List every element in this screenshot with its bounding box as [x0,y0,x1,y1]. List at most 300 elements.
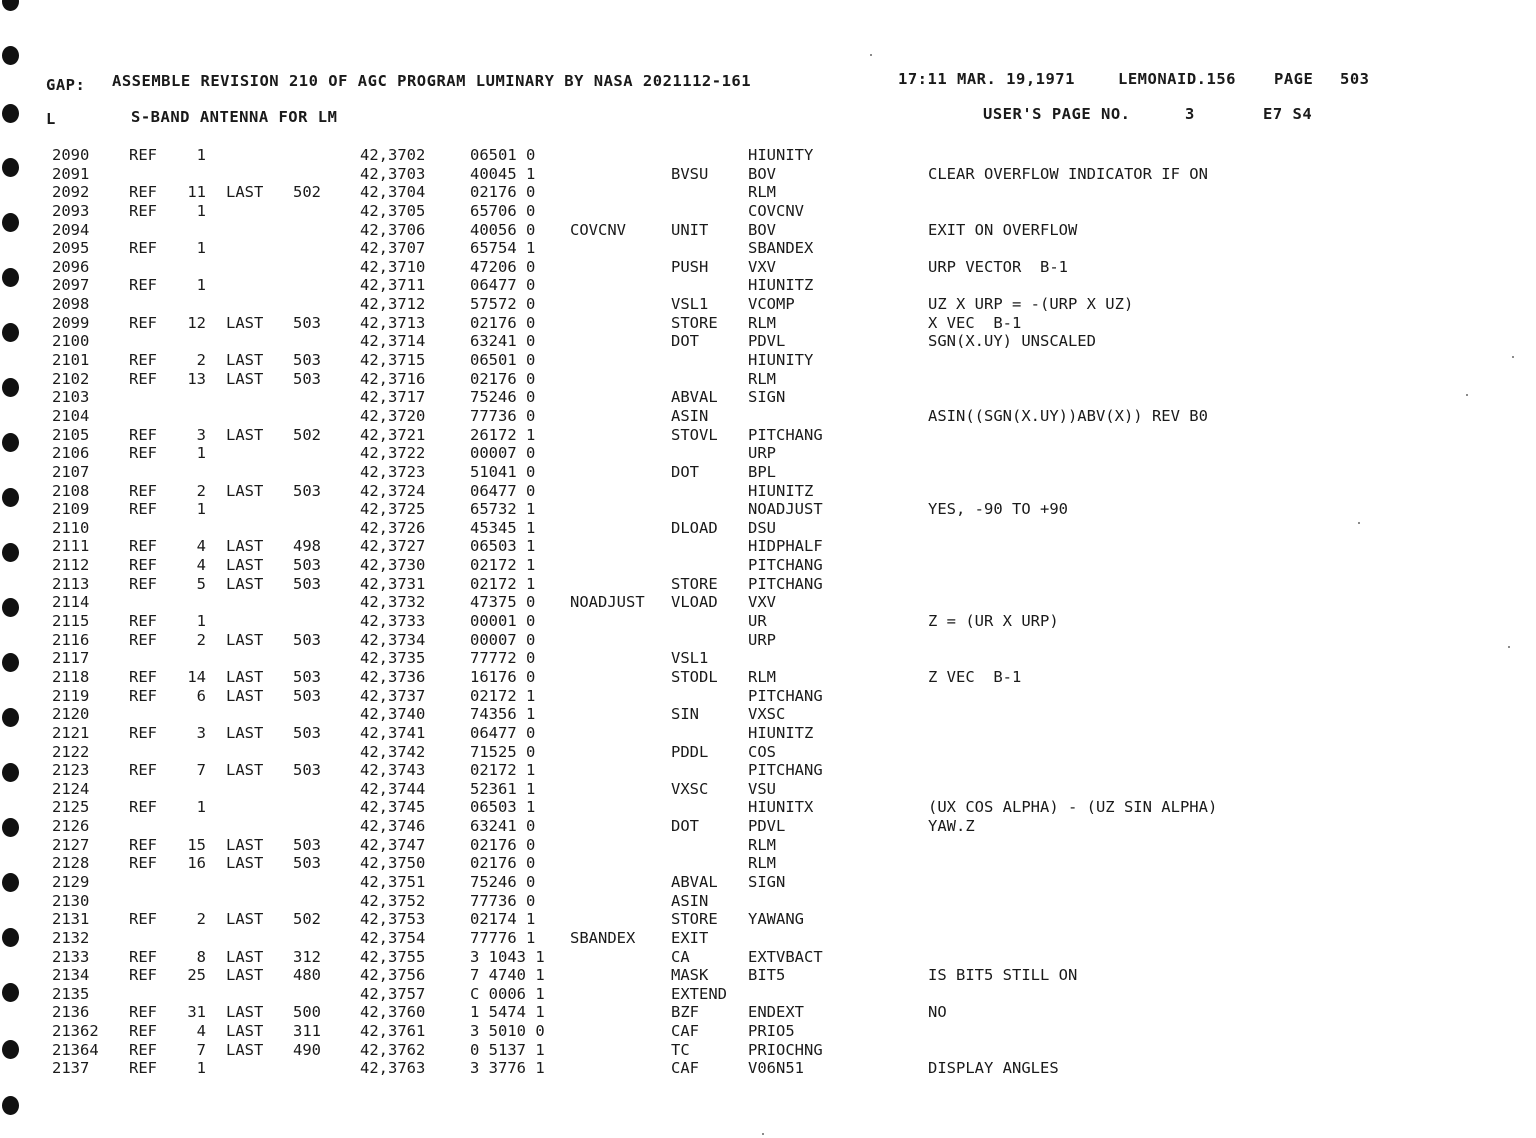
cell-comment: X VEC B-1 [928,313,1022,332]
cell-word: 51041 0 [470,462,536,481]
cell-refn: 1 [196,500,206,519]
cell-op: DLOAD [671,518,718,537]
cell-refn: 16 [187,854,206,873]
cell-word: 02176 0 [470,183,536,202]
cell-lastn: 500 [293,1003,321,1022]
cell-ref: REF [129,854,157,873]
cell-ref: REF [129,966,157,985]
cell-line: 2104 [52,406,90,425]
cell-word: 02176 0 [470,369,536,388]
cell-ref: REF [129,313,157,332]
cell-addr: 42,3757 [360,984,426,1003]
cell-word: 02174 1 [470,910,536,929]
cell-lastn: 502 [293,425,321,444]
listing-row [0,892,1536,911]
cell-line: 2093 [52,201,90,220]
cell-refn: 2 [196,481,206,500]
cell-addr: 42,3735 [360,649,426,668]
listing-row [0,183,1536,202]
listing-row [0,948,1536,967]
listing-row [0,239,1536,258]
print-speck [762,1133,764,1135]
cell-line: 2099 [52,313,90,332]
cell-word: 3 1043 1 [470,947,545,966]
cell-word: 74356 1 [470,705,536,724]
cell-comment: SGN(X.UY) UNSCALED [928,332,1096,351]
cell-word: 02176 0 [470,835,536,854]
cell-comment: (UX COS ALPHA) - (UZ SIN ALPHA) [928,798,1218,817]
cell-op: CAF [671,1022,699,1041]
cell-ref: REF [129,444,157,463]
cell-refn: 1 [196,798,206,817]
cell-comment: YAW.Z [928,817,975,836]
cell-word: 77772 0 [470,649,536,668]
listing-row [0,798,1536,817]
cell-op: BZF [671,1003,699,1022]
cell-ref: REF [129,146,157,164]
cell-comment: Z VEC B-1 [928,667,1022,686]
cell-addr: 42,3737 [360,686,426,705]
cell-comment: NO [928,1003,947,1022]
cell-addr: 42,3707 [360,239,426,258]
cell-word: 06501 0 [470,146,536,164]
cell-line: 2124 [52,779,90,798]
cell-operand: HIUNITY [748,351,814,370]
cell-addr: 42,3741 [360,723,426,742]
cell-lastn: 498 [293,537,321,556]
listing-row [0,519,1536,538]
cell-lastn: 503 [293,761,321,780]
cell-addr: 42,3744 [360,779,426,798]
cell-word: C 0006 1 [470,984,545,1003]
cell-last: LAST [226,686,264,705]
header-page-number: 503 [1340,70,1370,88]
cell-line: 2117 [52,649,90,668]
cell-word: 00007 0 [470,630,536,649]
cell-operand: YAWANG [748,910,804,929]
cell-ref: REF [129,612,157,631]
cell-ref: REF [129,556,157,575]
cell-addr: 42,3711 [360,276,426,295]
cell-addr: 42,3745 [360,798,426,817]
cell-lastn: 311 [293,1022,321,1041]
cell-operand: RLM [748,313,776,332]
cell-line: 2106 [52,444,90,463]
cell-line: 2096 [52,257,90,276]
cell-operand: PDVL [748,332,786,351]
listing-row [0,314,1536,333]
cell-lastn: 502 [293,183,321,202]
cell-line: 2101 [52,351,90,370]
cell-last: LAST [226,723,264,742]
cell-op: STORE [671,574,718,593]
cell-addr: 42,3712 [360,295,426,314]
listing-row [0,463,1536,482]
cell-operand: URP [748,444,776,463]
header-title: ASSEMBLE REVISION 210 OF AGC PROGRAM LUMINARY BY NASA 2021112-161 [112,72,752,90]
cell-addr: 42,3703 [360,164,426,183]
cell-word: 71525 0 [470,742,536,761]
cell-word: 06503 1 [470,537,536,556]
cell-operand: VCOMP [748,295,795,314]
cell-ref: REF [129,1040,157,1059]
cell-ref: REF [129,369,157,388]
cell-refn: 12 [187,313,206,332]
cell-comment: ASIN((SGN(X.UY))ABV(X)) REV B0 [928,406,1208,425]
cell-word: 45345 1 [470,518,536,537]
cell-line: 2110 [52,518,90,537]
cell-addr: 42,3716 [360,369,426,388]
cell-word: 00007 0 [470,444,536,463]
cell-line: 2090 [52,146,90,164]
cell-ref: REF [129,500,157,519]
cell-addr: 42,3753 [360,910,426,929]
cell-op: VSL1 [671,295,709,314]
user-page-label: USER'S PAGE NO. [983,105,1131,123]
cell-comment: UZ X URP = -(URP X UZ) [928,295,1134,314]
subheader-marker: L [46,110,56,128]
cell-ref: REF [129,183,157,202]
cell-word: 06477 0 [470,723,536,742]
cell-op: TC [671,1040,690,1059]
cell-refn: 1 [196,612,206,631]
cell-refn: 1 [196,444,206,463]
cell-word: 16176 0 [470,667,536,686]
cell-addr: 42,3756 [360,966,426,985]
listing-row [0,575,1536,594]
cell-operand: PITCHANG [748,686,823,705]
cell-op: EXTEND [671,984,727,1003]
cell-line: 2128 [52,854,90,873]
cell-line: 2108 [52,481,90,500]
cell-addr: 42,3731 [360,574,426,593]
cell-addr: 42,3733 [360,612,426,631]
cell-last: LAST [226,947,264,966]
cell-last: LAST [226,910,264,929]
cell-word: 77736 0 [470,406,536,425]
cell-line: 2129 [52,872,90,891]
punch-hole-icon [2,104,19,123]
cell-ref: REF [129,798,157,817]
cell-lastn: 503 [293,854,321,873]
listing-row [0,780,1536,799]
cell-refn: 13 [187,369,206,388]
listing-row [0,295,1536,314]
cell-op: CAF [671,1059,699,1078]
punch-hole-icon [2,46,19,65]
cell-last: LAST [226,1022,264,1041]
cell-addr: 42,3722 [360,444,426,463]
cell-line: 2127 [52,835,90,854]
cell-addr: 42,3714 [360,332,426,351]
listing-row [0,1059,1536,1078]
cell-word: 57572 0 [470,295,536,314]
cell-line: 2122 [52,742,90,761]
cell-ref: REF [129,835,157,854]
cell-refn: 1 [196,239,206,258]
listing-row [0,649,1536,668]
listing-row [0,370,1536,389]
cell-last: LAST [226,537,264,556]
cell-line: 2114 [52,593,90,612]
cell-ref: REF [129,910,157,929]
cell-operand: V06N51 [748,1059,804,1078]
cell-op: MASK [671,966,709,985]
cell-addr: 42,3724 [360,481,426,500]
cell-line: 2137 [52,1059,90,1078]
cell-addr: 42,3747 [360,835,426,854]
cell-word: 02176 0 [470,854,536,873]
cell-operand: PITCHANG [748,556,823,575]
cell-addr: 42,3704 [360,183,426,202]
cell-operand: RLM [748,667,776,686]
cell-line: 2091 [52,164,90,183]
cell-op: VXSC [671,779,709,798]
cell-addr: 42,3746 [360,817,426,836]
cell-op: ASIN [671,406,709,425]
cell-operand: VXSC [748,705,786,724]
cell-addr: 42,3761 [360,1022,426,1041]
cell-op: STODL [671,667,718,686]
cell-operand: HIUNITZ [748,481,814,500]
listing-row [0,351,1536,370]
cell-last: LAST [226,761,264,780]
listing-row [0,724,1536,743]
listing-row [0,817,1536,836]
cell-refn: 14 [187,667,206,686]
cell-comment: CLEAR OVERFLOW INDICATOR IF ON [928,164,1208,183]
page-code: E7 S4 [1263,105,1313,123]
cell-ref: REF [129,667,157,686]
listing-row [0,705,1536,724]
cell-op: PUSH [671,257,709,276]
cell-lastn: 490 [293,1040,321,1059]
listing-row [0,593,1536,612]
cell-line: 2116 [52,630,90,649]
cell-operand: SBANDEX [748,239,814,258]
cell-ref: REF [129,947,157,966]
cell-lastn: 503 [293,369,321,388]
cell-comment: Z = (UR X URP) [928,612,1059,631]
cell-refn: 1 [196,146,206,164]
cell-refn: 31 [187,1003,206,1022]
cell-lastn: 503 [293,723,321,742]
cell-refn: 11 [187,183,206,202]
listing-row [0,221,1536,240]
cell-refn: 7 [196,1040,206,1059]
cell-word: 47206 0 [470,257,536,276]
cell-refn: 2 [196,351,206,370]
cell-ref: REF [129,239,157,258]
cell-last: LAST [226,313,264,332]
cell-line: 2118 [52,667,90,686]
cell-op: EXIT [671,928,709,947]
cell-last: LAST [226,1040,264,1059]
cell-word: 02172 1 [470,574,536,593]
cell-refn: 8 [196,947,206,966]
cell-operand: BPL [748,462,776,481]
cell-lastn: 503 [293,686,321,705]
cell-ref: REF [129,425,157,444]
listing-row [0,612,1536,631]
cell-addr: 42,3740 [360,705,426,724]
listing-row [0,854,1536,873]
cell-line: 2113 [52,574,90,593]
cell-operand: SIGN [748,388,786,407]
header-file: LEMONAID.156 [1118,70,1236,88]
cell-line: 2109 [52,500,90,519]
cell-refn: 5 [196,574,206,593]
cell-op: DOT [671,817,699,836]
cell-line: 2112 [52,556,90,575]
cell-lastn: 503 [293,556,321,575]
cell-op: VSL1 [671,649,709,668]
listing-row [0,556,1536,575]
punch-hole-icon [2,0,19,11]
cell-refn: 25 [187,966,206,985]
listing-row [0,426,1536,445]
cell-lastn: 312 [293,947,321,966]
listing-row [0,836,1536,855]
cell-op: ASIN [671,891,709,910]
cell-word: 65732 1 [470,500,536,519]
cell-operand: VXV [748,257,776,276]
cell-addr: 42,3742 [360,742,426,761]
cell-refn: 1 [196,276,206,295]
cell-ref: REF [129,537,157,556]
cell-ref: REF [129,201,157,220]
listing-row [0,482,1536,501]
listing-row [0,1003,1536,1022]
user-page-number: 3 [1185,105,1195,123]
cell-line: 2133 [52,947,90,966]
cell-lastn: 503 [293,835,321,854]
cell-addr: 42,3762 [360,1040,426,1059]
cell-addr: 42,3750 [360,854,426,873]
cell-addr: 42,3734 [360,630,426,649]
cell-last: LAST [226,574,264,593]
cell-line: 2115 [52,612,90,631]
cell-line: 2125 [52,798,90,817]
cell-refn: 2 [196,910,206,929]
print-speck [870,54,872,56]
cell-operand: RLM [748,835,776,854]
cell-operand: COS [748,742,776,761]
cell-operand: BOV [748,220,776,239]
cell-addr: 42,3706 [360,220,426,239]
cell-word: 77776 1 [470,928,536,947]
cell-op: UNIT [671,220,709,239]
cell-refn: 1 [196,201,206,220]
listing-row [0,687,1536,706]
cell-comment: IS BIT5 STILL ON [928,966,1078,985]
cell-addr: 42,3754 [360,928,426,947]
cell-addr: 42,3736 [360,667,426,686]
cell-line: 2094 [52,220,90,239]
cell-addr: 42,3717 [360,388,426,407]
cell-label: COVCNV [570,220,626,239]
listing-row [0,1041,1536,1060]
cell-refn: 3 [196,425,206,444]
cell-line: 2103 [52,388,90,407]
section-title: S-BAND ANTENNA FOR LM [131,108,338,126]
cell-word: 3 5010 0 [470,1022,545,1041]
listing-row [0,202,1536,221]
cell-lastn: 503 [293,574,321,593]
listing-row [0,537,1536,556]
listing-row [0,985,1536,1004]
cell-operand: HIUNITZ [748,723,814,742]
cell-operand: DSU [748,518,776,537]
cell-word: 63241 0 [470,817,536,836]
cell-operand: BIT5 [748,966,786,985]
cell-line: 2134 [52,966,90,985]
cell-last: LAST [226,425,264,444]
cell-word: 75246 0 [470,388,536,407]
cell-operand: HIUNITZ [748,276,814,295]
listing-row [0,873,1536,892]
cell-lastn: 503 [293,630,321,649]
cell-operand: PRIOCHNG [748,1040,823,1059]
cell-addr: 42,3715 [360,351,426,370]
cell-operand: PITCHANG [748,574,823,593]
cell-lastn: 502 [293,910,321,929]
cell-ref: REF [129,723,157,742]
listing-row [0,743,1536,762]
listing-row [0,444,1536,463]
cell-addr: 42,3726 [360,518,426,537]
cell-word: 06501 0 [470,351,536,370]
header-page-label: PAGE [1274,70,1314,88]
listing-row [0,966,1536,985]
cell-operand: VSU [748,779,776,798]
listing-row [0,668,1536,687]
cell-operand: URP [748,630,776,649]
cell-word: 26172 1 [470,425,536,444]
header-gap: GAP: [46,76,86,94]
cell-refn: 4 [196,537,206,556]
cell-op: ABVAL [671,872,718,891]
cell-op: DOT [671,332,699,351]
cell-op: STOVL [671,425,718,444]
cell-refn: 2 [196,630,206,649]
assembly-listing [0,146,1536,1078]
listing-row [0,1022,1536,1041]
cell-last: LAST [226,556,264,575]
cell-line: 21362 [52,1022,99,1041]
cell-addr: 42,3732 [360,593,426,612]
cell-line: 2095 [52,239,90,258]
cell-line: 2135 [52,984,90,1003]
cell-last: LAST [226,667,264,686]
cell-addr: 42,3752 [360,891,426,910]
listing-row [0,146,1536,165]
cell-word: 06477 0 [470,276,536,295]
cell-operand: UR [748,612,767,631]
cell-op: PDDL [671,742,709,761]
cell-line: 2131 [52,910,90,929]
listing-row [0,929,1536,948]
cell-op: SIN [671,705,699,724]
cell-addr: 42,3710 [360,257,426,276]
cell-operand: PITCHANG [748,425,823,444]
cell-ref: REF [129,351,157,370]
cell-ref: REF [129,1059,157,1078]
cell-word: 02172 1 [470,556,536,575]
cell-op: VLOAD [671,593,718,612]
cell-addr: 42,3760 [360,1003,426,1022]
cell-last: LAST [226,369,264,388]
